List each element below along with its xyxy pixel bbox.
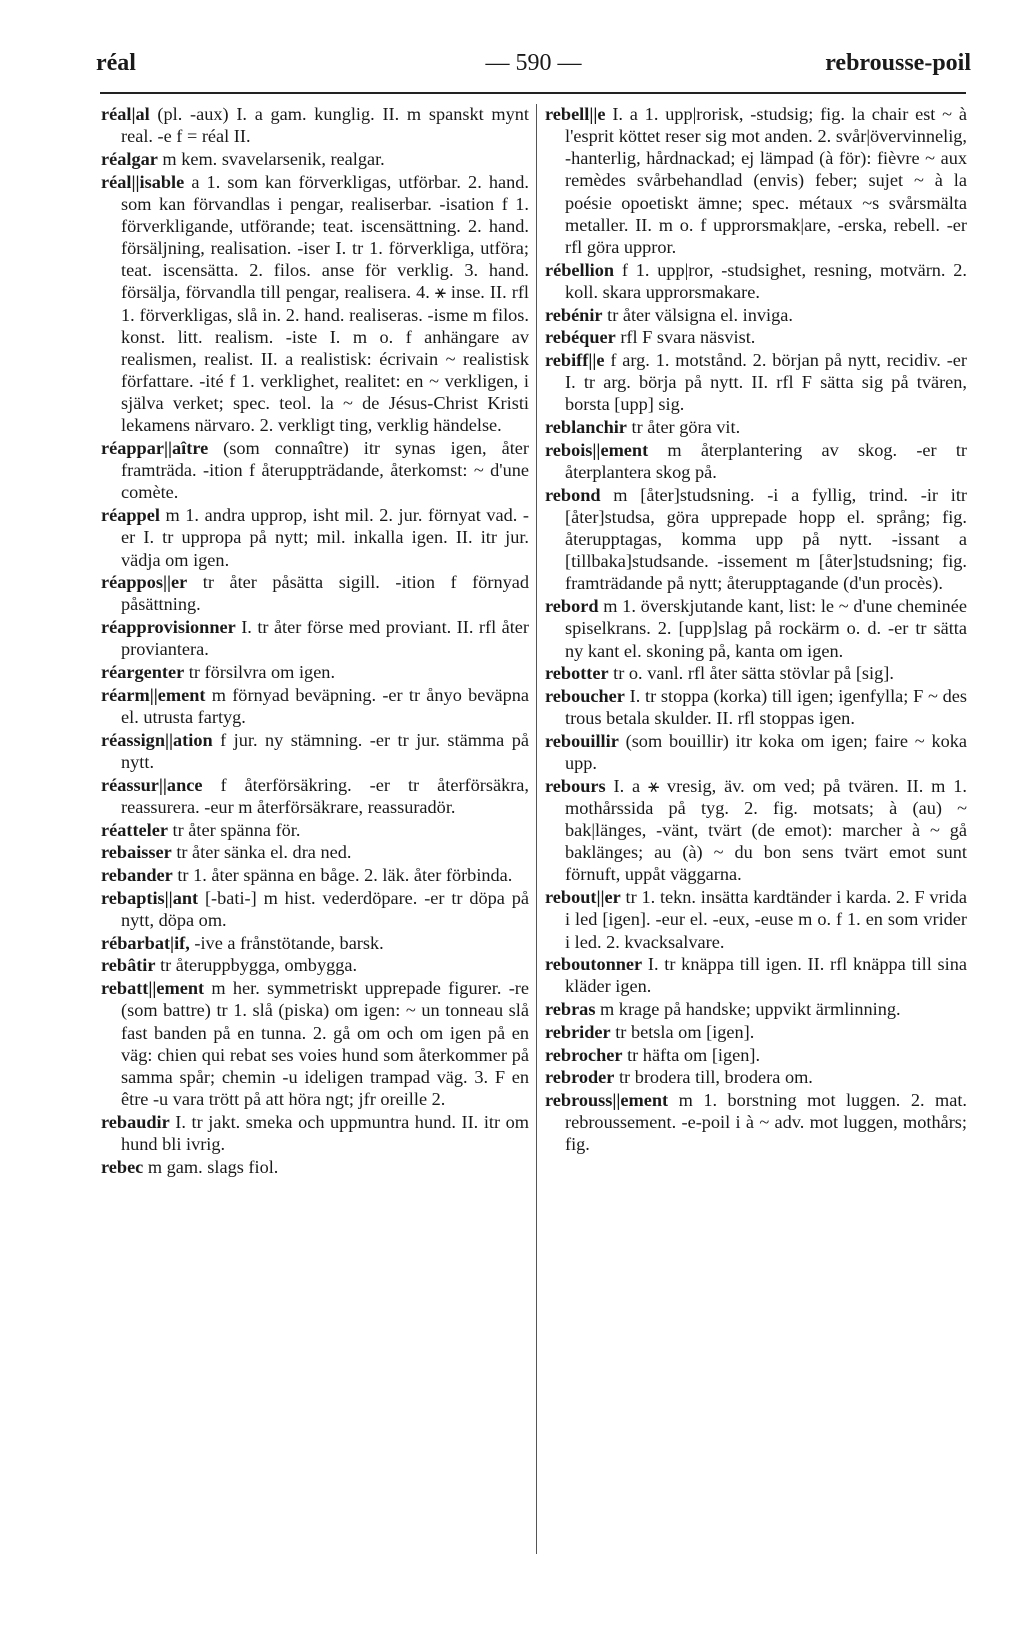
entry-rebenir: rebénir tr åter välsigna el. inviga. bbox=[545, 304, 793, 325]
entry-realgar: réalgar m kem. svavelarsenik, realgar. bbox=[101, 148, 385, 169]
entry-rebaisser: rebaisser tr åter sänka el. dra ned. bbox=[101, 842, 352, 863]
header-last-word: rebrousse-poil bbox=[825, 50, 971, 76]
left-column bbox=[101, 103, 529, 1178]
entry-rearmement: réarm||ement m förnyad beväpning. -er tr ånyo beväpna el. utrusta fartyg. bbox=[101, 684, 529, 727]
column-separator bbox=[536, 104, 537, 1554]
entry-reatteler: réatteler tr åter spänna för. bbox=[101, 819, 301, 840]
entry-rebotter: rebotter tr o. vanl. rfl åter sätta stövlar på [sig]. bbox=[545, 663, 894, 684]
entry-reboutonner: reboutonner I. tr knäppa till igen. II. rfl knäppa till sina kläder igen. bbox=[545, 954, 967, 997]
entry-reblanchir: reblanchir tr åter göra vit. bbox=[545, 417, 741, 438]
entry-rebattement: rebatt||ement m her. symmetriskt upprepade figurer. -re (som battre) tr 1. slå (piska) om igen: ~ un tonneau slå fast banden på en tunna. 2. gå om och om igen på en väg: chien qui rebat ses voies hund som återkommer på samma spår; chemin -u ideligen trampad väg. 3. F en être -u vara trött på att höra ngt; jfr oreille 2. bbox=[101, 978, 529, 1109]
entry-rebarbatif: rébarbat|if, -ive a frånstötande, barsk. bbox=[101, 932, 384, 953]
entry-rebellion: rébellion f 1. upp|ror, -studsighet, resning, motvärn. 2. koll. skara upprorsmakare. bbox=[545, 259, 967, 302]
header-rule bbox=[100, 92, 966, 94]
entry-reboucher: reboucher I. tr stoppa (korka) till igen; igenfylla; F ~ des trous betala skulder. II. rfl stoppas igen. bbox=[545, 686, 967, 729]
entry-rebras: rebras m krage på handske; uppvikt ärmlinning. bbox=[545, 999, 901, 1020]
entry-real: réal|al (pl. -aux) I. a gam. kunglig. II. m spanskt mynt real. -e f = réal II. bbox=[101, 104, 529, 147]
running-header bbox=[96, 50, 971, 90]
entry-rebroussement: rebrouss||ement m 1. borstning mot luggen. 2. mat. rebroussement. -e-poil i à ~ adv. mot luggen, mothårs; fig. bbox=[545, 1090, 967, 1155]
entry-rebelle: rebell||e I. a 1. upp|rorisk, -studsig; fig. la chair est ~ à l'esprit köttet reser sig mot anden. 2. svår|övervinnelig, -hanterlig, hårdnackad; ej lämpad (à för): fièvre ~ aux remèdes svårbehandlad (envis) feber; sujet ~ à la poésie opoetiskt ämne; spec. métaux ~s svårsmälta metaller. II. m o. f upprorsmak|are, -erska, rebell. -er rfl göra uppror. bbox=[545, 104, 967, 257]
entry-rebrider: rebrider tr betsla om [igen]. bbox=[545, 1021, 755, 1042]
entry-rebequer: rebéquer rfl F svara näsvist. bbox=[545, 327, 756, 348]
entry-reapposer: réappos||er tr åter påsätta sigill. -ition f förnyad påsättning. bbox=[101, 572, 529, 615]
page-number: — 590 — bbox=[485, 50, 582, 76]
entry-reargenter: réargenter tr försilvra om igen. bbox=[101, 662, 336, 683]
entry-rebroder: rebroder tr brodera till, brodera om. bbox=[545, 1067, 813, 1088]
entry-realisable: réal||isable a 1. som kan förverkligas, utförbar. 2. hand. som kan förvandlas i pengar, realiserbar. -isation f 1. förverkligande, utförande; teat. iscensättning. 2. hand. försäljning, realisation. -iser I. tr 1. förverkliga, utföra; teat. iscensätta. 2. filos. anse för verklig. 3. hand. försälja, förvandla till pengar, realisera. 4. ⚹ inse. II. rfl 1. förverkligas, slå in. 2. hand. realiseras. -isme m filos. konst. litt. realism. -iste I. m o. f anhängare av realismen, realist. II. a realistisk: écrivain ~ realistisk författare. -ité f 1. verklighet, realitet: en ~ verkligen, i själva verket; spec. teol. la ~ de Jésus-Christ Kristi lekamens närvaro. 2. verkligt ting, verklig händelse. bbox=[101, 171, 529, 436]
entry-rebouter: rebout||er tr 1. tekn. insätta kardtänder i karda. 2. F vrida i led [igen]. -eur el. -eux, -euse m o. f 1. en som vrider i led. 2. kvacksalvare. bbox=[545, 887, 967, 952]
entry-rebond: rebond m [åter]studsning. -i a fyllig, trind. -ir itr [åter]studsa, göra upprepade hopp el. språng; fig. återupptagas, komma upp på nytt. -issant a [tillbaka]studsande. -issement m [åter]studsning; fig. framträdande på nytt; återupptagande (d'un procès). bbox=[545, 484, 967, 594]
entry-reappel: réappel m 1. andra upprop, isht mil. 2. jur. förnyat vad. -er I. tr uppropa på nytt; mil. inkalla igen. II. itr jur. vädja om igen. bbox=[101, 505, 529, 570]
entry-rebec: rebec m gam. slags fiol. bbox=[101, 1156, 279, 1177]
entry-rebiffe: rebiff||e f arg. 1. motstånd. 2. början på nytt, recidiv. -er I. tr arg. börja på nytt. II. rfl F sätta sig på tvären, borsta [upp] sig. bbox=[545, 350, 967, 415]
entry-rebouillir: rebouillir (som bouillir) itr koka om igen; faire ~ koka upp. bbox=[545, 730, 967, 774]
entry-rebours: rebours I. a ⚹ vresig, äv. om ved; på tvären. II. m 1. mothårssida på tyg. 2. fig. motsats; à (au) ~ bak|länges, -vänt, tvärt (de emot): marcher à ~ gå baklänges; au (à) ~ du bon sens tvärt emot sunt förnuft, uppåt väggarna. bbox=[545, 775, 967, 885]
header-first-word: réal bbox=[96, 50, 136, 76]
entry-reassurance: réassur||ance f återförsäkring. -er tr återförsäkra, reassurera. -eur m återförsäkrare, reassuradör. bbox=[101, 774, 529, 817]
entry-rebaptisant: rebaptis||ant [-bati-] m hist. vederdöpare. -er tr döpa på nytt, döpa om. bbox=[101, 887, 529, 930]
entry-reapparaitre: réappar||aître (som connaître) itr synas igen, åter framträda. -ition f återuppträdande, återkomst: ~ d'une comète. bbox=[101, 438, 529, 503]
right-column bbox=[545, 103, 967, 1156]
entry-rebander: rebander tr 1. åter spänna en båge. 2. läk. åter förbinda. bbox=[101, 865, 513, 886]
entry-rebaudir: rebaudir I. tr jakt. smeka och uppmuntra hund. II. itr om hund bli ivrig. bbox=[101, 1111, 529, 1154]
entry-rebatir: rebâtir tr återuppbygga, ombygga. bbox=[101, 955, 358, 976]
entry-rebord: rebord m 1. överskjutande kant, list: le ~ d'une cheminée spiselkrans. 2. [upp]slag på rockärm o. d. -er tr sätta ny kant el. skoning på, kanta om igen. bbox=[545, 596, 967, 661]
entry-reassignation: réassign||ation f jur. ny stämning. -er tr jur. stämma på nytt. bbox=[101, 729, 529, 772]
entry-reapprovisionner: réapprovisionner I. tr åter förse med proviant. II. rfl åter proviantera. bbox=[101, 617, 529, 660]
entry-reboisement: rebois||ement m återplantering av skog. -er tr återplantera skog på. bbox=[545, 439, 967, 483]
entry-rebrocher: rebrocher tr häfta om [igen]. bbox=[545, 1044, 761, 1065]
